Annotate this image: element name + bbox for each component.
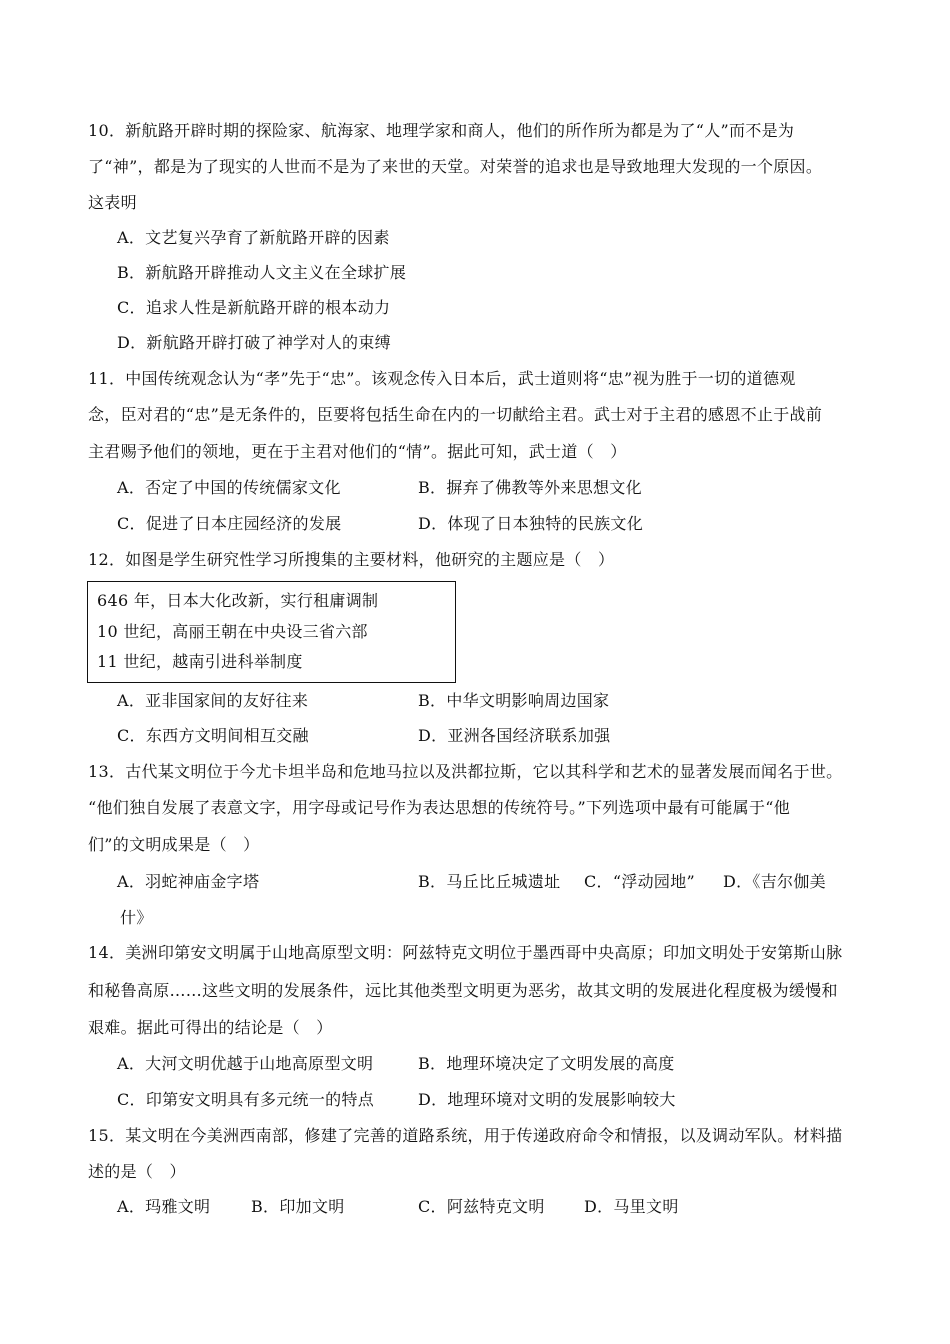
q13-option-c: C．“浮动园地”: [584, 872, 696, 891]
q14-option-d: D．地理环境对文明的发展影响较大: [418, 1090, 676, 1109]
q14-option-a: A．大河文明优越于山地高原型文明: [117, 1054, 374, 1073]
q13-option-d-continued: 什》: [120, 908, 153, 927]
q14-stem-line-3: 艰难。据此可得出的结论是（ ）: [88, 1018, 333, 1037]
q10-option-d: D．新航路开辟打破了神学对人的束缚: [117, 333, 391, 352]
q12-stem-line-1: 12．如图是学生研究性学习所搜集的主要材料，他研究的主题应是（ ）: [88, 550, 615, 569]
q14-option-c: C．印第安文明具有多元统一的特点: [117, 1090, 375, 1109]
q13-option-a: A．羽蛇神庙金字塔: [117, 872, 260, 891]
q10-stem-line-3: 这表明: [88, 193, 137, 212]
q14-option-b: B．地理环境决定了文明发展的高度: [418, 1054, 675, 1073]
q10-option-a: A．文艺复兴孕育了新航路开辟的因素: [117, 228, 390, 247]
q13-stem-line-2: “他们独自发展了表意文字，用字母或记号作为表达思想的传统符号。”下列选项中最有可能属于“他: [88, 798, 791, 817]
q11-option-c: C．促进了日本庄园经济的发展: [117, 514, 342, 533]
q11-stem-line-2: 念，臣对君的“忠”是无条件的，臣要将包括生命在内的一切献给主君。武士对于主君的感恩不止于战前: [88, 405, 823, 424]
q14-stem-line-2: 和秘鲁高原……这些文明的发展条件，远比其他类型文明更为恶劣，故其文明的发展进化程度极为缓慢和: [88, 981, 838, 1000]
q12-option-b: B．中华文明影响周边国家: [418, 691, 610, 710]
q15-option-b: B．印加文明: [251, 1197, 345, 1216]
q12-material-line-3: 11 世纪，越南引进科举制度: [97, 652, 303, 671]
q15-option-c: C．阿兹特克文明: [418, 1197, 545, 1216]
q13-option-d: D．《吉尔伽美: [723, 872, 826, 891]
q11-option-a: A．否定了中国的传统儒家文化: [117, 478, 341, 497]
q10-stem-line-2: 了“神”，都是为了现实的人世而不是为了来世的天堂。对荣誉的追求也是导致地理大发现的一个原因。: [88, 157, 823, 176]
q11-option-d: D．体现了日本独特的民族文化: [418, 514, 644, 533]
q15-stem-line-2: 述的是（ ）: [88, 1162, 186, 1181]
q13-stem-line-1: 13．古代某文明位于今尤卡坦半岛和危地马拉以及洪都拉斯，它以其科学和艺术的显著发展而闻名于世。: [88, 762, 843, 781]
q11-stem-line-1: 11．中国传统观念认为“孝”先于“忠”。该观念传入日本后，武士道则将“忠”视为胜于一切的道德观: [88, 369, 796, 388]
q15-stem-line-1: 15．某文明在今美洲西南部，修建了完善的道路系统，用于传递政府命令和情报，以及调动军队。材料描: [88, 1126, 843, 1145]
q10-option-b: B．新航路开辟推动人文主义在全球扩展: [117, 263, 407, 282]
q10-option-c: C．追求人性是新航路开辟的根本动力: [117, 298, 391, 317]
q12-material-box: [87, 581, 456, 683]
q10-stem-line-1: 10．新航路开辟时期的探险家、航海家、地理学家和商人，他们的所作所为都是为了“人”而不是为: [88, 121, 795, 140]
q11-option-b: B．摒弃了佛教等外来思想文化: [418, 478, 642, 497]
q12-material-line-2: 10 世纪，高丽王朝在中央设三省六部: [97, 622, 368, 641]
q12-material-line-1: 646 年，日本大化改新，实行租庸调制: [97, 591, 379, 610]
q13-option-b: B．马丘比丘城遗址: [418, 872, 561, 891]
q12-option-c: C．东西方文明间相互交融: [117, 726, 309, 745]
q12-option-d: D．亚洲各国经济联系加强: [418, 726, 611, 745]
q15-option-d: D．马里文明: [584, 1197, 679, 1216]
q11-stem-line-3: 主君赐予他们的领地，更在于主君对他们的“情”。据此可知，武士道（ ）: [88, 442, 627, 461]
q15-option-a: A．玛雅文明: [117, 1197, 211, 1216]
q14-stem-line-1: 14．美洲印第安文明属于山地高原型文明：阿兹特克文明位于墨西哥中央高原；印加文明处于安第斯山脉: [88, 943, 843, 962]
q12-option-a: A．亚非国家间的友好往来: [117, 691, 309, 710]
q13-stem-line-3: 们”的文明成果是（ ）: [88, 835, 260, 854]
